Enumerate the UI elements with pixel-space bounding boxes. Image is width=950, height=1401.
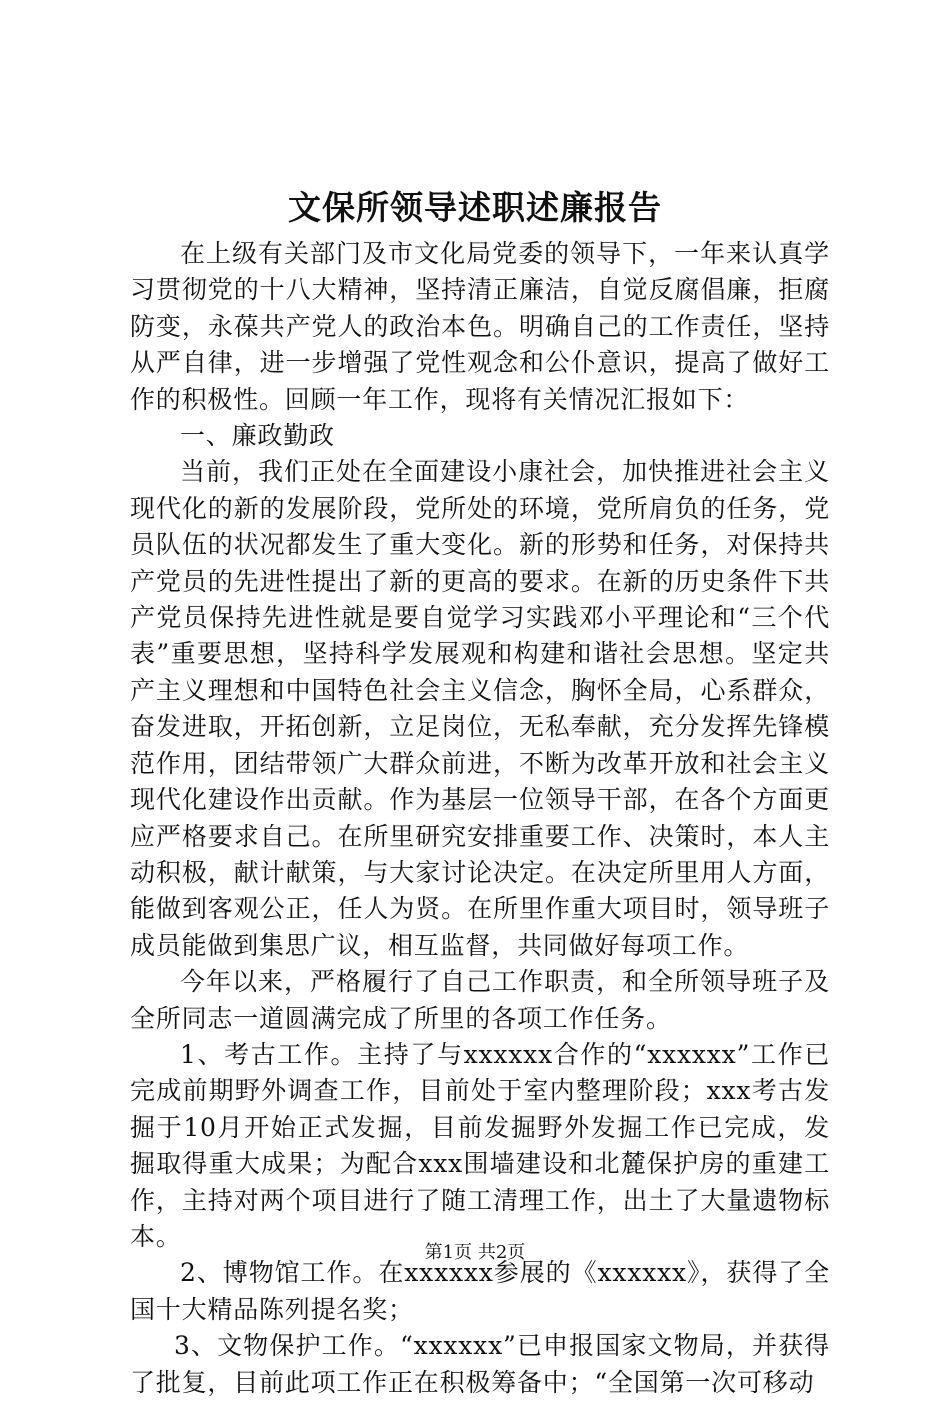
section-heading-integrity: 一、廉政勤政 (180, 421, 335, 451)
paragraph-current-situation: 当前，我们正处在全面建设小康社会，加快推进社会主义现代化的新的发展阶段，党所处的环境，党所肩负的任务，党员队伍的状况都发生了重大变化。新的形势和任务，对保持共产党员的先进性提出了新的更高的要求。在新的历史条件下共产党员保持先进性就是要自觉学习实践邓小平理论和“三个代表”重要思想，坚持科学发展观和构建和谐社会思想。坚定共产主义理想和中国特色社会主义信念，胸怀全局，心系群众，奋发进取，开拓创新，立足岗位，无私奉献，充分发挥先锋模范作用，团结带领广大群众前进，不断为改革开放和社会主义现代化建设作出贡献。作为基层一位领导干部，在各个方面更应严格要求自己。在所里研究安排重要工作、决策时，本人主动积极，献计献策，与大家讨论决定。在决定所里用人方面，能做到客观公正，任人为贤。在所里作重大项目时，领导班子成员能做到集思广议，相互监督，共同做好每项工作。 (130, 457, 830, 960)
paragraph-museum-work: 2、博物馆工作。在xxxxxx参展的《xxxxxx》，获得了全国十大精品陈列提名奖； (130, 1258, 830, 1324)
paragraph-duties-summary: 今年以来，严格履行了自己工作职责，和全所领导班子及全所同志一道圆满完成了所里的各项工作任务。 (130, 967, 830, 1033)
document-body (130, 236, 830, 1401)
paragraph-intro: 在上级有关部门及市文化局党委的领导下，一年来认真学习贯彻党的十八大精神，坚持清正廉洁，自觉反腐倡廉，拒腐防变，永葆共产党人的政治本色。明确自己的工作责任，坚持从严自律，进一步增强了党性观念和公仆意识，提高了做好工作的积极性。回顾一年工作，现将有关情况汇报如下： (130, 239, 830, 414)
document-title: 文保所领导述职述廉报告 (288, 188, 662, 227)
paragraph-heritage-protection: 3、文物保护工作。“xxxxxx”已申报国家文物局，并获得了批复，目前此项工作正在积极筹备中；“全国第一次可移动 (130, 1331, 830, 1397)
paragraph-archaeology-work: 1、考古工作。主持了与xxxxxx合作的“xxxxxx”工作已完成前期野外调查工作，目前处于室内整理阶段；xxx考古发掘于10月开始正式发掘，目前发掘野外发掘工作已完成，发掘取得重大成果；为配合xxx围墙建设和北麓保护房的重建工作，主持对两个项目进行了随工清理工作，出土了大量遗物标本。 (130, 1039, 830, 1251)
page-number-footer: 第1页 共2页 (424, 1242, 526, 1263)
